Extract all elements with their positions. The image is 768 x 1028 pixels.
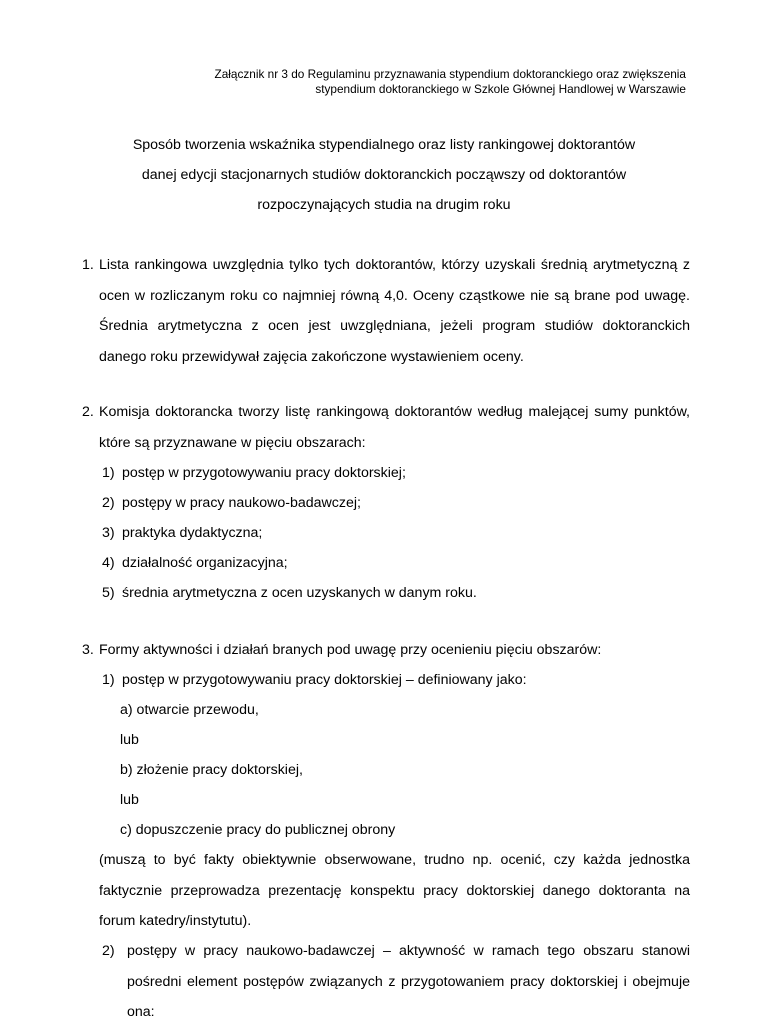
- document-title: [88, 130, 680, 220]
- list-item: [102, 548, 662, 579]
- header-line-2: stypendium doktoranckiego w Szkole Głównej Handlowej w Warszawie: [315, 82, 686, 96]
- option-or: lub: [120, 792, 139, 808]
- title-line-1: Sposób tworzenia wskaźnika stypendialnego oraz listy rankingowej doktorantów: [132, 137, 636, 153]
- list-item-text: działalność organizacyjna;: [122, 555, 288, 571]
- section-1: [82, 250, 690, 372]
- option-a: a) otwarcie przewodu,: [120, 702, 259, 718]
- list-item: [102, 936, 690, 1028]
- header-line-1: Załącznik nr 3 do Regulaminu przyznawania stypendium doktoranckiego oraz zwiększenia: [214, 67, 686, 81]
- note-paragraph: (muszą to być fakty obiektywnie obserwowane, trudno np. ocenić, czy każda jednostka faktycznie przeprowadza prezentację konspektu pracy doktorskiej danego doktoranta na forum katedry/instytutu).: [99, 852, 690, 929]
- list-item-number: 3): [102, 525, 115, 541]
- section-2: [82, 397, 690, 458]
- attachment-header: [120, 67, 686, 97]
- section-1-number: 1.: [82, 257, 94, 273]
- list-item-text: praktyka dydaktyczna;: [122, 525, 263, 541]
- list-item-number: 2): [102, 495, 115, 511]
- list-item-number: 4): [102, 555, 115, 571]
- option-b: b) złożenie pracy doktorskiej,: [120, 762, 303, 778]
- list-item-number: 5): [102, 585, 115, 601]
- section-1-text: Lista rankingowa uwzględnia tylko tych doktorantów, którzy uzyskali średnią arytmetyczną z ocen w rozliczanym roku co najmniej równą 4,0. Oceny cząstkowe nie są brane pod uwagę. Średnia arytmetyczna z ocen jest uwzględniana, jeżeli program studiów doktoranckich danego roku przewidywał zajęcia zakończone wystawieniem oceny.: [99, 257, 690, 365]
- list-item: [102, 518, 662, 549]
- section-3: [82, 635, 690, 666]
- list-item-number: 2): [102, 943, 115, 959]
- list-item-number: 1): [102, 672, 115, 688]
- list-item-text: postępy w pracy naukowo-badawczej – aktywność w ramach tego obszaru stanowi pośredni element postępów związanych z przygotowaniem pracy doktorskiej i obejmuje ona:: [127, 943, 690, 1020]
- section-2-text: Komisja doktorancka tworzy listę rankingową doktorantów według malejącej sumy punktów, które są przyznawane w pięciu obszarach:: [99, 404, 690, 451]
- list-item: [102, 578, 662, 609]
- list-item-text: postępy w pracy naukowo-badawczej;: [122, 495, 361, 511]
- list-item-text: średnia arytmetyczna z ocen uzyskanych w danym roku.: [122, 585, 477, 601]
- list-item: [102, 665, 662, 696]
- list-item-text: postęp w przygotowywaniu pracy doktorskiej;: [122, 465, 406, 481]
- section-3-text: Formy aktywności i działań branych pod uwagę przy ocenieniu pięciu obszarów:: [99, 642, 602, 658]
- option-c: c) dopuszczenie pracy do publicznej obrony: [120, 822, 396, 838]
- section-2-number: 2.: [82, 404, 94, 420]
- section-3-number: 3.: [82, 642, 94, 658]
- list-item: [102, 488, 662, 519]
- title-line-3: rozpoczynających studia na drugim roku: [257, 197, 511, 213]
- title-line-2: danej edycji stacjonarnych studiów doktoranckich począwszy od doktorantów: [141, 167, 627, 183]
- list-item: [102, 458, 662, 489]
- list-item-text: postęp w przygotowywaniu pracy doktorskiej – definiowany jako:: [122, 672, 527, 688]
- list-item-number: 1): [102, 465, 115, 481]
- option-or: lub: [120, 732, 139, 748]
